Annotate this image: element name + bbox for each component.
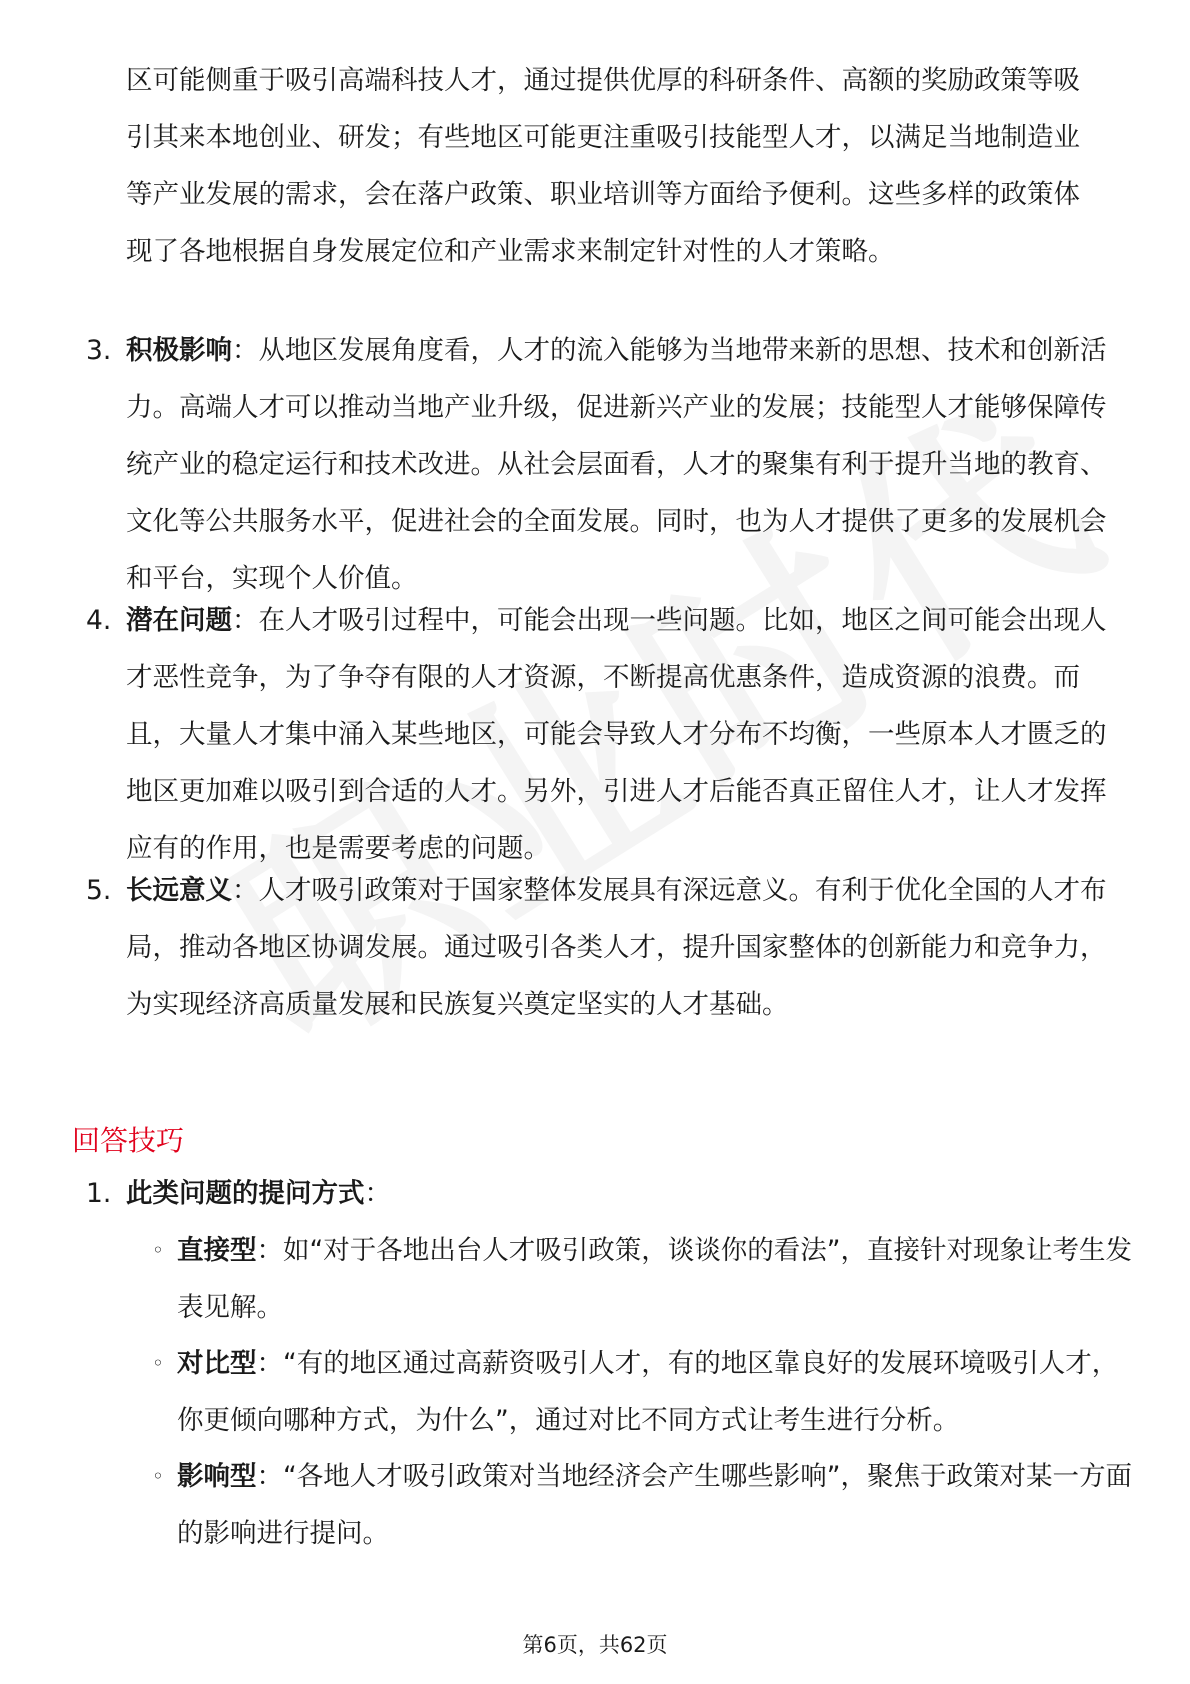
bullet-icon: ◦ [152, 1351, 164, 1375]
bullet-icon: ◦ [152, 1464, 164, 1488]
sub-item-impact [177, 1448, 1135, 1562]
item-text: ：在人才吸引过程中，可能会出现一些问题。比如，地区之间可能会出现人才恶性竞争，为了争夺有限的人才资源，不断提高优惠条件，造成资源的浪费。而且，大量人才集中涌入某些地区，可能会导致人才分布不均衡，一些原本人才匮乏的地区更加难以吸引到合适的人才。另外，引进人才后能否真正留住人才，让人才发挥应有的作用，也是需要考虑的问题。 [126, 605, 1107, 864]
intro-paragraph: 区可能侧重于吸引高端科技人才，通过提供优厚的科研条件、高额的奖励政策等吸引其来本地创业、研发；有些地区可能更注重吸引技能型人才，以满足当地制造业等产业发展的需求，会在落户政策、职业培训等方面给予便利。这些多样的政策体现了各地根据自身发展定位和产业需求来制定针对性的人才策略。 [126, 65, 1080, 267]
item-number-4: 4. [86, 605, 112, 636]
tips-number-1: 1. [86, 1178, 112, 1209]
sub-item-text: ：如“对于各地出台人才吸引政策，谈谈你的看法”，直接针对现象让考生发表见解。 [177, 1235, 1132, 1323]
list-item-long-term-significance [126, 862, 1111, 1033]
item-text: ：人才吸引政策对于国家整体发展具有深远意义。有利于优化全国的人才布局，推动各地区协调发展。通过吸引各类人才，提升国家整体的创新能力和竞争力，为实现经济高质量发展和民族复兴奠定坚实的人才基础。 [126, 875, 1107, 1020]
item-term: 潜在问题 [126, 605, 232, 636]
page-footer: 第6页，共62页 [522, 1633, 668, 1657]
sub-item-text: ：“各地人才吸引政策对当地经济会产生哪些影响”，聚焦于政策对某一方面的影响进行提问。 [177, 1461, 1132, 1549]
list-item-positive-impact [126, 322, 1111, 607]
item-number-5: 5. [86, 875, 112, 906]
item-text: ：从地区发展角度看，人才的流入能够为当地带来新的思想、技术和创新活力。高端人才可以推动当地产业升级，促进新兴产业的发展；技能型人才能够保障传统产业的稳定运行和技术改进。从社会层面看，人才的聚集有利于提升当地的教育、文化等公共服务水平，促进社会的全面发展。同时，也为人才提供了更多的发展机会和平台，实现个人价值。 [126, 335, 1107, 594]
sub-item-direct [177, 1222, 1135, 1336]
sub-item-compare [177, 1335, 1135, 1449]
tips-item-question-types [126, 1165, 1111, 1222]
section-title-answer-tips: 回答技巧 [72, 1124, 185, 1157]
item-number-3: 3. [86, 335, 112, 366]
sub-item-text: ：“有的地区通过高薪资吸引人才，有的地区靠良好的发展环境吸引人才，你更倾向哪种方式，为什么”，通过对比不同方式让考生进行分析。 [177, 1348, 1119, 1436]
sub-item-term: 直接型 [177, 1235, 257, 1266]
list-item-potential-issues [126, 592, 1111, 877]
item-term: 长远意义 [126, 875, 232, 906]
sub-item-term: 对比型 [177, 1348, 257, 1379]
sub-item-term: 影响型 [177, 1461, 257, 1492]
item-term: 积极影响 [126, 335, 232, 366]
bullet-icon: ◦ [152, 1238, 164, 1262]
item-term: 此类问题的提问方式 [126, 1178, 365, 1209]
item-text: ： [364, 1178, 391, 1209]
